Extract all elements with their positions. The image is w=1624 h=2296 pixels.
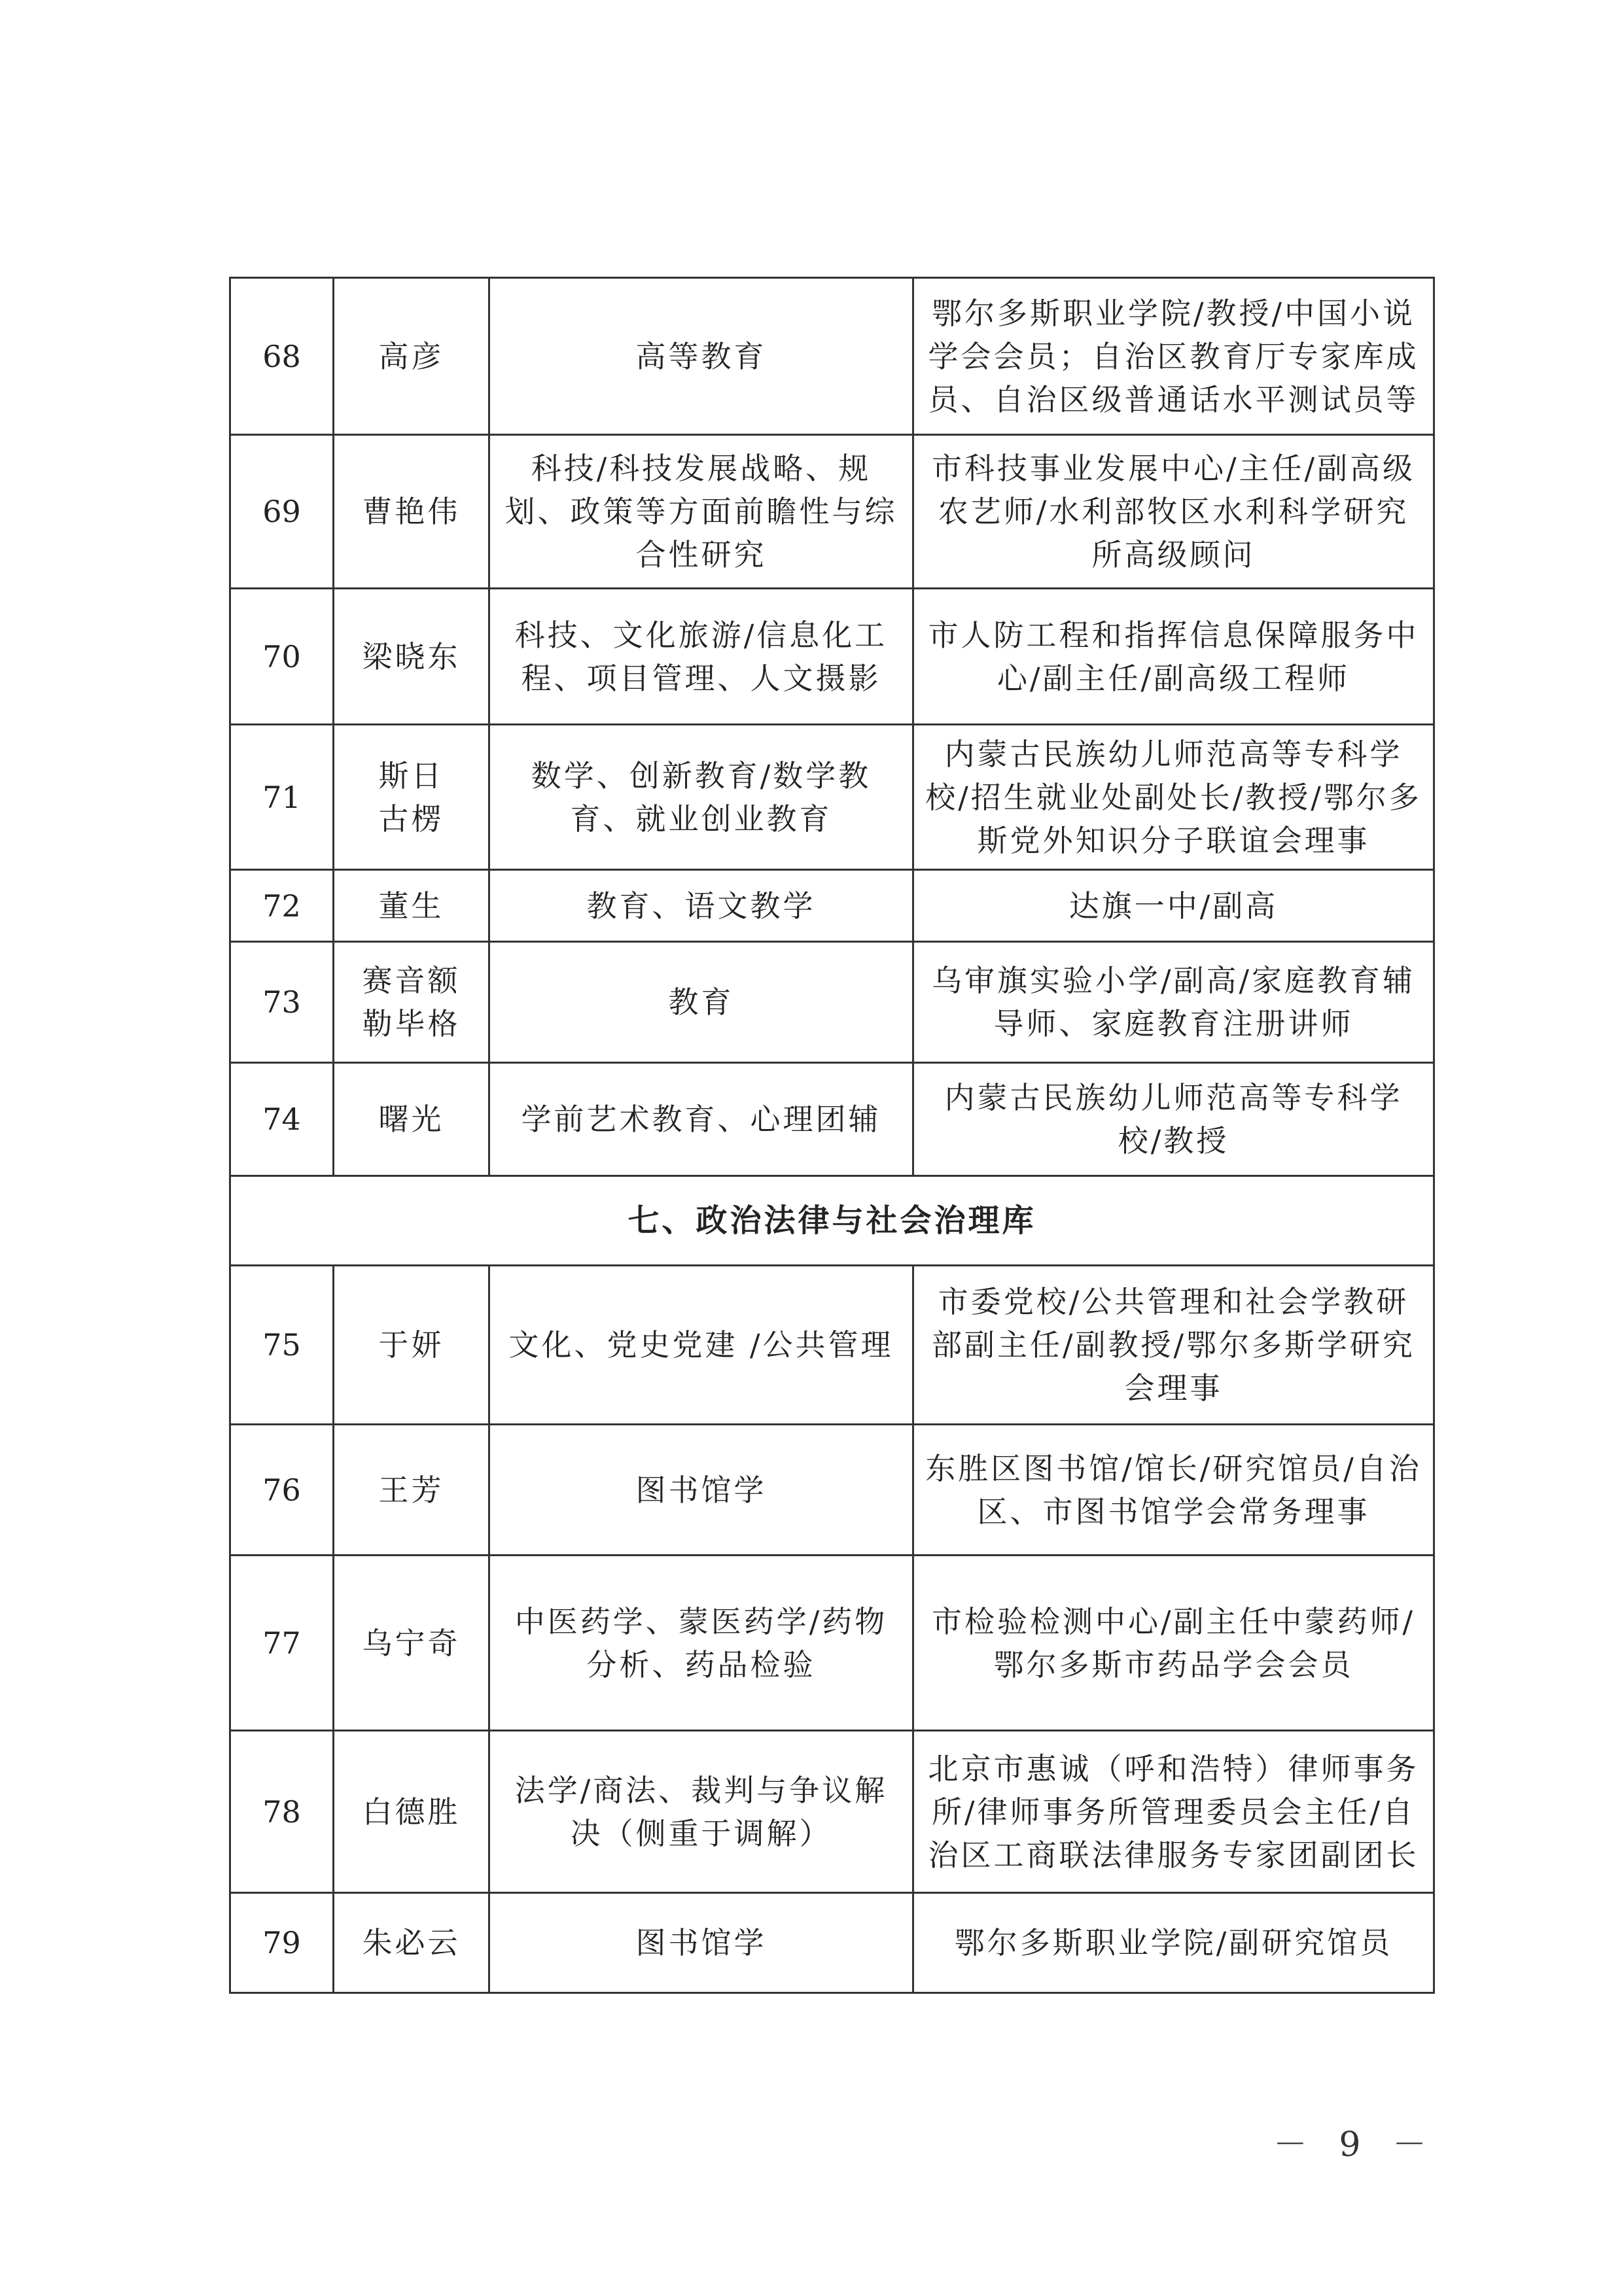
expert-name: 斯日 古楞 <box>334 725 489 870</box>
expert-roster-table <box>229 277 1435 1994</box>
table-row <box>230 1731 1434 1893</box>
position-title: 市科技事业发展中心/主任/副高级农艺师/水利部牧区水利科学研究所高级顾问 <box>913 435 1434 589</box>
table-row <box>230 725 1434 870</box>
expertise-field: 图书馆学 <box>489 1425 913 1556</box>
expertise-field: 高等教育 <box>489 278 913 435</box>
position-title: 东胜区图书馆/馆长/研究馆员/自治区、市图书馆学会常务理事 <box>913 1425 1434 1556</box>
expert-name: 曹艳伟 <box>334 435 489 589</box>
position-title: 乌审旗实验小学/副高/家庭教育辅导师、家庭教育注册讲师 <box>913 942 1434 1063</box>
row-number: 74 <box>230 1063 334 1176</box>
position-title: 北京市惠诚（呼和浩特）律师事务所/律师事务所管理委员会主任/自治区工商联法律服务专家团副团长 <box>913 1731 1434 1893</box>
roster-rows-group-b <box>230 1266 1434 1993</box>
expert-name: 乌宁奇 <box>334 1556 489 1731</box>
table-row <box>230 278 1434 435</box>
expertise-field: 文化、党史党建 /公共管理 <box>489 1266 913 1425</box>
roster-rows-group-a <box>230 278 1434 1176</box>
section-group <box>230 1176 1434 1266</box>
expertise-field: 数学、创新教育/数学教育、就业创业教育 <box>489 725 913 870</box>
expertise-field: 教育 <box>489 942 913 1063</box>
expert-name: 高彦 <box>334 278 489 435</box>
expert-name: 王芳 <box>334 1425 489 1556</box>
table-row <box>230 1893 1434 1993</box>
section-header-row <box>230 1176 1434 1266</box>
row-number: 70 <box>230 589 334 725</box>
expertise-field: 教育、语文教学 <box>489 870 913 942</box>
row-number: 69 <box>230 435 334 589</box>
table-row <box>230 435 1434 589</box>
expert-name: 董生 <box>334 870 489 942</box>
position-title: 鄂尔多斯职业学院/副研究馆员 <box>913 1893 1434 1993</box>
row-number: 76 <box>230 1425 334 1556</box>
row-number: 78 <box>230 1731 334 1893</box>
position-title: 市人防工程和指挥信息保障服务中心/副主任/副高级工程师 <box>913 589 1434 725</box>
table-row <box>230 589 1434 725</box>
expert-name: 朱必云 <box>334 1893 489 1993</box>
table-row <box>230 1556 1434 1731</box>
expertise-field: 学前艺术教育、心理团辅 <box>489 1063 913 1176</box>
row-number: 73 <box>230 942 334 1063</box>
row-number: 77 <box>230 1556 334 1731</box>
expertise-field: 图书馆学 <box>489 1893 913 1993</box>
position-title: 达旗一中/副高 <box>913 870 1434 942</box>
section-title: 七、政治法律与社会治理库 <box>230 1176 1434 1266</box>
row-number: 72 <box>230 870 334 942</box>
row-number: 79 <box>230 1893 334 1993</box>
expert-name: 梁晓东 <box>334 589 489 725</box>
row-number: 75 <box>230 1266 334 1425</box>
expert-name: 于妍 <box>334 1266 489 1425</box>
expertise-field: 法学/商法、裁判与争议解决（侧重于调解） <box>489 1731 913 1893</box>
position-title: 内蒙古民族幼儿师范高等专科学校/教授 <box>913 1063 1434 1176</box>
expertise-field: 中医药学、蒙医药学/药物分析、药品检验 <box>489 1556 913 1731</box>
expertise-field: 科技、文化旅游/信息化工程、项目管理、人文摄影 <box>489 589 913 725</box>
position-title: 市检验检测中心/副主任中蒙药师/鄂尔多斯市药品学会会员 <box>913 1556 1434 1731</box>
expert-name: 曙光 <box>334 1063 489 1176</box>
row-number: 68 <box>230 278 334 435</box>
table-row <box>230 942 1434 1063</box>
position-title: 市委党校/公共管理和社会学教研部副主任/副教授/鄂尔多斯学研究会理事 <box>913 1266 1434 1425</box>
position-title: 鄂尔多斯职业学院/教授/中国小说学会会员；自治区教育厅专家库成员、自治区级普通话水平测试员等 <box>913 278 1434 435</box>
expertise-field: 科技/科技发展战略、规划、政策等方面前瞻性与综合性研究 <box>489 435 913 589</box>
expert-name: 赛音额 勒毕格 <box>334 942 489 1063</box>
row-number: 71 <box>230 725 334 870</box>
table-row <box>230 1063 1434 1176</box>
page-number: － 9 － <box>1273 2125 1437 2165</box>
table-row <box>230 870 1434 942</box>
table-row <box>230 1425 1434 1556</box>
position-title: 内蒙古民族幼儿师范高等专科学校/招生就业处副处长/教授/鄂尔多斯党外知识分子联谊会理事 <box>913 725 1434 870</box>
expert-name: 白德胜 <box>334 1731 489 1893</box>
table-row <box>230 1266 1434 1425</box>
